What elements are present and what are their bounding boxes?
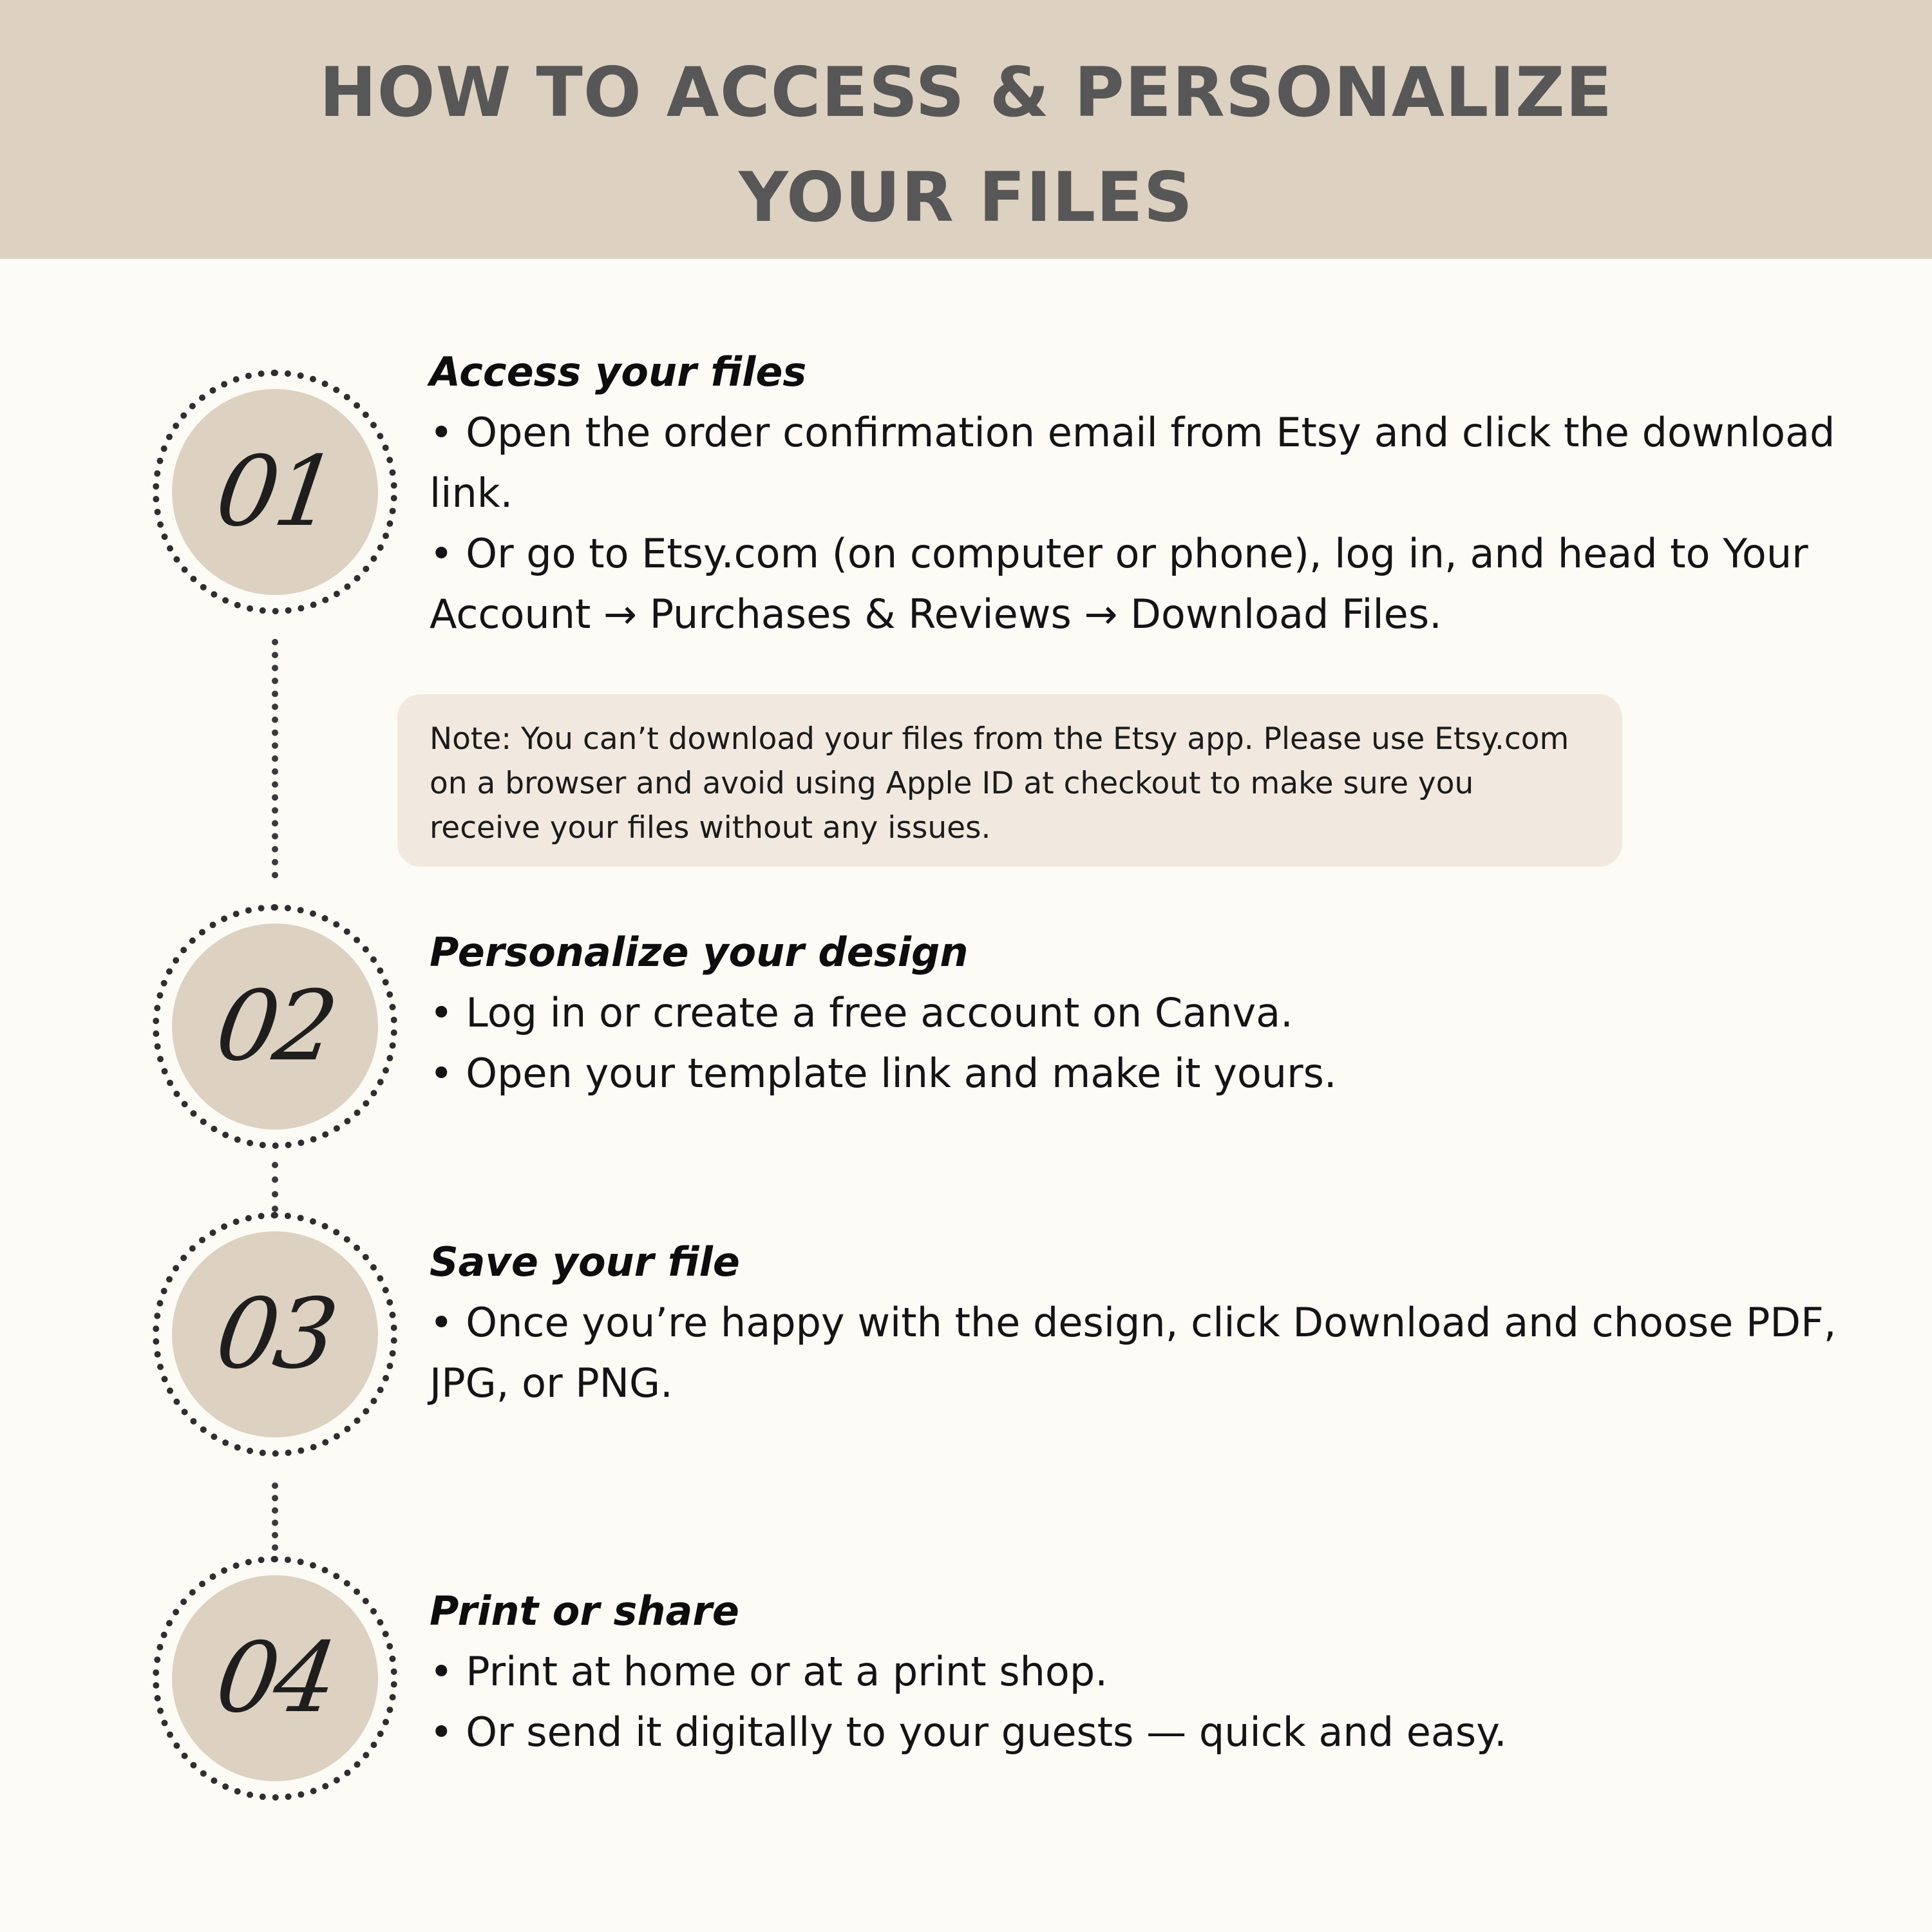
- note-text: Note: You can’t download your files from the Etsy app. Please use Etsy.com on a browser and avoid using Apple ID at checkout to make sure you receive your files without any issues.: [430, 721, 1569, 846]
- step-title-4: Print or share: [430, 1587, 739, 1634]
- step-badge-fill: [172, 923, 378, 1130]
- step-content-2: [430, 922, 1885, 1104]
- step-4-bullet-1: • Print at home or at a print shop.: [430, 1648, 1108, 1695]
- page-title-line-2: YOUR FILES: [739, 158, 1193, 237]
- step-1-bullet-2: • Or go to Etsy.com (on computer or phone), log in, and head to Your Account → Purchases & Reviews → Download Files.: [430, 530, 1808, 638]
- step-content-4: [430, 1581, 1885, 1763]
- step-connector-1-2: [272, 639, 278, 878]
- step-badge-3: [153, 1212, 397, 1457]
- step-content-3: [430, 1232, 1885, 1414]
- step-4-bullet-2: • Or send it digitally to your guests — quick and easy.: [430, 1709, 1507, 1756]
- note-box: [397, 694, 1622, 867]
- header-banner: [0, 0, 1932, 259]
- step-badge-fill: [172, 1575, 378, 1781]
- step-title-2: Personalize your design: [430, 929, 969, 976]
- step-badge-1: [153, 370, 397, 614]
- step-badge-2: [153, 904, 397, 1149]
- step-badge-fill: [172, 1231, 378, 1437]
- page-title: [0, 40, 1932, 250]
- step-number-3: 03: [209, 1278, 341, 1390]
- step-badge-fill: [172, 389, 378, 595]
- step-2-bullet-2: • Open your template link and make it yours.: [430, 1050, 1337, 1097]
- step-number-1: 01: [209, 436, 341, 548]
- step-connector-2-3: [272, 1162, 278, 1212]
- step-2-bullet-1: • Log in or create a free account on Canva.: [430, 989, 1293, 1036]
- step-1-bullet-1: • Open the order confirmation email from Etsy and click the download link.: [430, 409, 1835, 516]
- step-number-4: 04: [209, 1622, 341, 1734]
- step-badge-4: [153, 1556, 397, 1801]
- step-3-bullet-1: • Once you’re happy with the design, click Download and choose PDF, JPG, or PNG.: [430, 1299, 1837, 1406]
- step-content-1: [430, 342, 1885, 645]
- step-title-3: Save your file: [430, 1238, 740, 1285]
- page-title-line-1: HOW TO ACCESS & PERSONALIZE: [319, 53, 1613, 132]
- step-title-1: Access your files: [430, 348, 807, 395]
- step-connector-3-4: [272, 1482, 278, 1551]
- step-number-2: 02: [209, 971, 341, 1083]
